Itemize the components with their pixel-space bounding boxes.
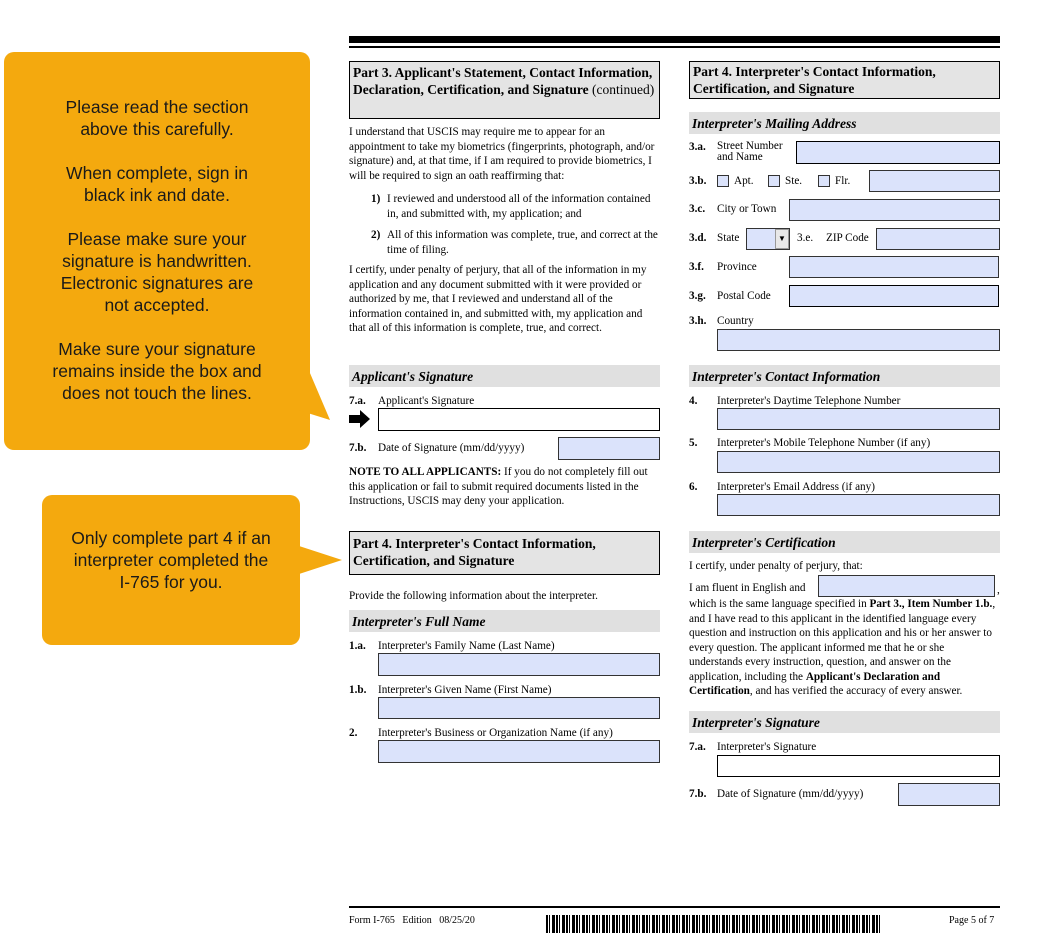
item-num: 1.b. xyxy=(349,684,367,696)
footer-rule xyxy=(349,906,1000,908)
interpreter-signature-label: Interpreter's Signature xyxy=(717,741,817,753)
signature-tips-callout xyxy=(4,52,310,450)
province-label: Province xyxy=(717,261,757,273)
certification-header: Interpreter's Certification xyxy=(689,531,1000,553)
business-name-field[interactable] xyxy=(378,740,660,763)
top-rule xyxy=(349,36,1000,43)
unit-number-field[interactable] xyxy=(869,170,1000,192)
arrow-right-icon xyxy=(349,410,371,428)
applicant-date-label: Date of Signature (mm/dd/yyyy) xyxy=(378,442,525,454)
family-name-field[interactable] xyxy=(378,653,660,676)
city-field[interactable] xyxy=(789,199,1000,221)
item-num: 7.b. xyxy=(349,442,367,454)
mobile-phone-label: Interpreter's Mobile Telephone Number (if any) xyxy=(717,437,931,449)
country-label: Country xyxy=(717,315,754,327)
applicant-signature-header: Applicant's Signature xyxy=(349,365,660,387)
item-num: 6. xyxy=(689,481,698,493)
callout2-pointer xyxy=(296,540,346,580)
postal-code-field[interactable] xyxy=(789,285,999,307)
email-label: Interpreter's Email Address (if any) xyxy=(717,481,875,493)
city-label: City or Town xyxy=(717,203,777,215)
flr-checkbox[interactable] xyxy=(818,175,830,187)
callout-pointer xyxy=(290,345,335,425)
mobile-phone-field[interactable] xyxy=(717,451,1000,473)
top-rule-thin xyxy=(349,46,1000,48)
daytime-phone-label: Interpreter's Daytime Telephone Number xyxy=(717,395,901,407)
cert-fluent-label: I am fluent in English and xyxy=(689,582,806,594)
part4-callout-text: Only complete part 4 if an interpreter completed the I-765 for you. xyxy=(71,528,271,592)
apt-checkbox[interactable] xyxy=(717,175,729,187)
applicant-date-field[interactable] xyxy=(558,437,660,460)
item-num: 3.g. xyxy=(689,290,706,302)
ste-label: Ste. xyxy=(785,175,803,187)
part3-intro: I understand that USCIS may require me to appear for an appointment to take my biometrics (fingerprints, photograph, and/or signature) and, at that time, if I am required to provide biometrics, I will be required to sign an oath reaffirming that: xyxy=(349,126,655,182)
email-field[interactable] xyxy=(717,494,1000,516)
family-name-label: Interpreter's Family Name (Last Name) xyxy=(378,640,555,652)
item-num: 3.f. xyxy=(689,261,704,273)
item-num: 3.h. xyxy=(689,315,707,327)
given-name-field[interactable] xyxy=(378,697,660,719)
contact-info-header: Interpreter's Contact Information xyxy=(689,365,1000,387)
flr-label: Flr. xyxy=(835,175,851,187)
item-num: 2. xyxy=(349,727,358,739)
apt-label: Apt. xyxy=(734,175,754,187)
applicant-signature-box[interactable] xyxy=(378,408,660,431)
item-num: 3.e. xyxy=(797,232,814,244)
item-num: 3.a. xyxy=(689,141,706,153)
oath-item-1: 1) I reviewed and understood all of the information contained in, and submitted with, my application; and xyxy=(371,193,651,220)
language-field[interactable] xyxy=(818,575,995,597)
part4-header-right: Part 4. Interpreter's Contact Information, Certification, and Signature xyxy=(689,61,1000,99)
chevron-down-icon[interactable]: ▼ xyxy=(775,229,789,249)
postal-label: Postal Code xyxy=(717,290,771,302)
full-name-header: Interpreter's Full Name xyxy=(349,610,660,632)
mailing-address-header: Interpreter's Mailing Address xyxy=(689,112,1000,134)
interpreter-date-field[interactable] xyxy=(898,783,1000,806)
state-dropdown[interactable] xyxy=(746,228,790,250)
form-edition: Form I-765 Edition 08/25/20 xyxy=(349,915,475,926)
part4-provide-text: Provide the following information about the interpreter. xyxy=(349,590,598,602)
province-field[interactable] xyxy=(789,256,999,278)
interpreter-signature-header: Interpreter's Signature xyxy=(689,711,1000,733)
item-num: 4. xyxy=(689,395,698,407)
zip-label: ZIP Code xyxy=(826,232,869,244)
zip-field[interactable] xyxy=(876,228,1000,250)
part4-callout xyxy=(42,495,300,645)
oath-item-2: 2) All of this information was complete, true, and correct at the time of filing. xyxy=(371,229,658,256)
given-name-label: Interpreter's Given Name (First Name) xyxy=(378,684,552,696)
street-label: Street Number and Name xyxy=(717,140,783,163)
callout-tip-3: Please make sure your signature is handwritten. Electronic signatures are not accepted. xyxy=(60,229,254,315)
state-label: State xyxy=(717,232,740,244)
ste-checkbox[interactable] xyxy=(768,175,780,187)
applicant-signature-label: Applicant's Signature xyxy=(378,395,475,407)
part4-header-left: Part 4. Interpreter's Contact Information, Certification, and Signature xyxy=(349,531,660,575)
item-num: 3.d. xyxy=(689,232,707,244)
street-field[interactable] xyxy=(796,141,1000,164)
item-num: 3.b. xyxy=(689,175,707,187)
cert-body: which is the same language specified in Part 3., Item Number 1.b., and I have read to this applicant in the identified language every question and instruction on this application and his or her answer to every question. The applicant informed me that he or she understands every instruction, question, and answer on the application, including the Applicant's Declaration and Certification, and has verified the accuracy of every answer. xyxy=(689,598,996,697)
item-num: 5. xyxy=(689,437,698,449)
item-num: 7.a. xyxy=(689,741,706,753)
cert-line-1: I certify, under penalty of perjury, that: xyxy=(689,560,863,572)
item-num: 3.c. xyxy=(689,203,706,215)
callout-tip-1: Please read the section above this carefully. xyxy=(65,97,249,139)
callout-tip-2: When complete, sign in black ink and date. xyxy=(66,163,248,205)
item-num: 1.a. xyxy=(349,640,366,652)
business-name-label: Interpreter's Business or Organization Name (if any) xyxy=(378,727,613,739)
page-number: Page 5 of 7 xyxy=(949,915,995,926)
country-field[interactable] xyxy=(717,329,1000,351)
interpreter-date-label: Date of Signature (mm/dd/yyyy) xyxy=(717,788,864,800)
barcode xyxy=(546,915,881,933)
item-num: 7.b. xyxy=(689,788,707,800)
callout-tip-4: Make sure your signature remains inside the box and does not touch the lines. xyxy=(52,339,262,403)
item-num: 7.a. xyxy=(349,395,366,407)
daytime-phone-field[interactable] xyxy=(717,408,1000,430)
interpreter-signature-box[interactable] xyxy=(717,755,1000,777)
comma: , xyxy=(997,584,1000,596)
part3-header: Part 3. Applicant's Statement, Contact Information, Declaration, Certification, and Signature (continued) xyxy=(349,61,660,119)
note-to-applicants: NOTE TO ALL APPLICANTS: If you do not completely fill out this application or fail to submit required documents listed in the Instructions, USCIS may deny your application. xyxy=(349,466,648,507)
part3-certify: I certify, under penalty of perjury, that all of the information in my application and any document submitted with it were provided or authorized by me, that I reviewed and understand all of the information contained in, and submitted with, my application and that all of this information is complete, true, and correct. xyxy=(349,264,647,334)
